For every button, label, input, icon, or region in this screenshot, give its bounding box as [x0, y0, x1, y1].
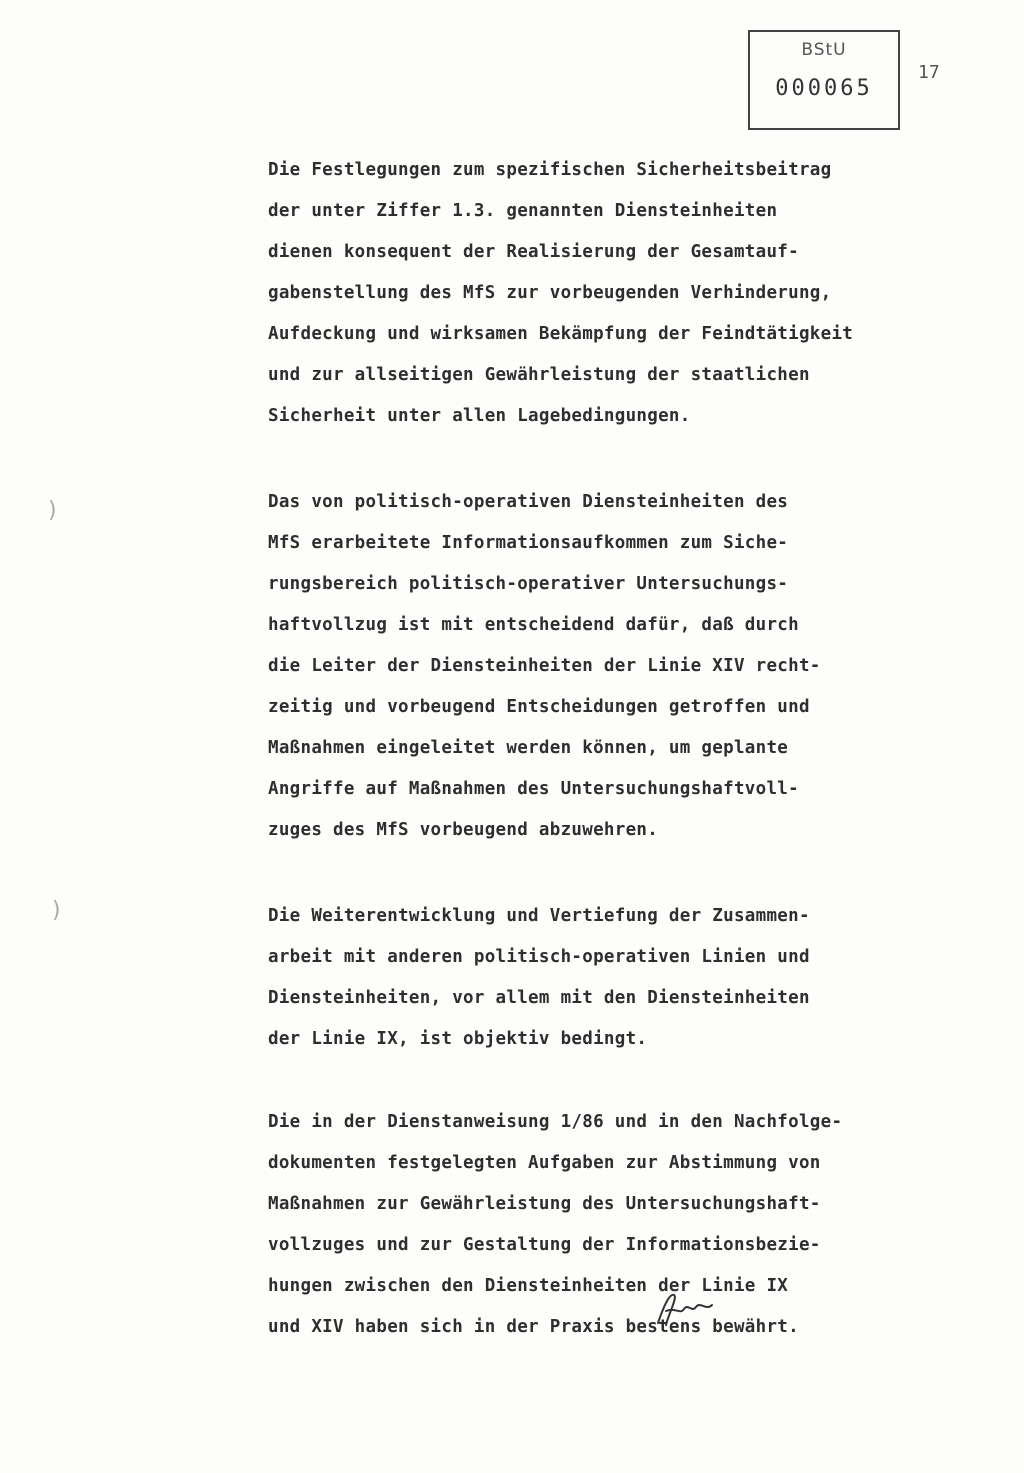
- text-line: zeitig und vorbeugend Entscheidungen getroffen und: [268, 697, 810, 717]
- text-line: dokumenten festgelegten Aufgaben zur Abstimmung von: [268, 1153, 821, 1173]
- stamp-label: BStU: [801, 40, 847, 60]
- text-line: Die Weiterentwicklung und Vertiefung der Zusammen-: [268, 906, 810, 926]
- text-line: rungsbereich politisch-operativer Untersuchungs-: [268, 574, 789, 594]
- text-line: der Linie IX, ist objektiv bedingt.: [268, 1029, 648, 1049]
- text-line: Die Festlegungen zum spezifischen Sicherheitsbeitrag: [268, 160, 832, 180]
- text-line: Diensteinheiten, vor allem mit den Diensteinheiten: [268, 988, 810, 1008]
- text-line: vollzuges und zur Gestaltung der Informationsbezie-: [268, 1235, 821, 1255]
- text-line: Angriffe auf Maßnahmen des Untersuchungshaftvoll-: [268, 779, 799, 799]
- stamp-number: 000065: [775, 76, 873, 101]
- text-line: haftvollzug ist mit entscheidend dafür, daß durch: [268, 615, 799, 635]
- text-line: hungen zwischen den Diensteinheiten der Linie IX: [268, 1276, 789, 1296]
- text-line: und XIV haben sich in der Praxis bestens bewährt.: [268, 1317, 799, 1337]
- paragraph: [268, 896, 968, 1060]
- text-line: der unter Ziffer 1.3. genannten Diensteinheiten: [268, 201, 778, 221]
- archive-stamp: [748, 30, 900, 130]
- text-line: gabenstellung des MfS zur vorbeugenden Verhinderung,: [268, 283, 832, 303]
- scan-artifact: ): [52, 898, 61, 923]
- handwritten-initials: [650, 1285, 730, 1335]
- text-line: MfS erarbeitete Informationsaufkommen zum Siche-: [268, 533, 789, 553]
- text-line: zuges des MfS vorbeugend abzuwehren.: [268, 820, 659, 840]
- paragraph: [268, 1102, 968, 1348]
- text-line: Das von politisch-operativen Diensteinheiten des: [268, 492, 789, 512]
- page-number: 17: [918, 62, 940, 83]
- scan-artifact: ): [48, 498, 57, 523]
- text-line: die Leiter der Diensteinheiten der Linie XIV recht-: [268, 656, 821, 676]
- text-line: und zur allseitigen Gewährleistung der staatlichen: [268, 365, 810, 385]
- text-line: Sicherheit unter allen Lagebedingungen.: [268, 406, 691, 426]
- text-line: Die in der Dienstanweisung 1/86 und in den Nachfolge-: [268, 1112, 843, 1132]
- paragraph: [268, 150, 968, 437]
- text-line: Aufdeckung und wirksamen Bekämpfung der Feindtätigkeit: [268, 324, 854, 344]
- text-line: Maßnahmen eingeleitet werden können, um geplante: [268, 738, 789, 758]
- text-line: Maßnahmen zur Gewährleistung des Untersuchungshaft-: [268, 1194, 821, 1214]
- text-line: dienen konsequent der Realisierung der Gesamtauf-: [268, 242, 799, 262]
- text-line: arbeit mit anderen politisch-operativen Linien und: [268, 947, 810, 967]
- paragraph: [268, 482, 968, 851]
